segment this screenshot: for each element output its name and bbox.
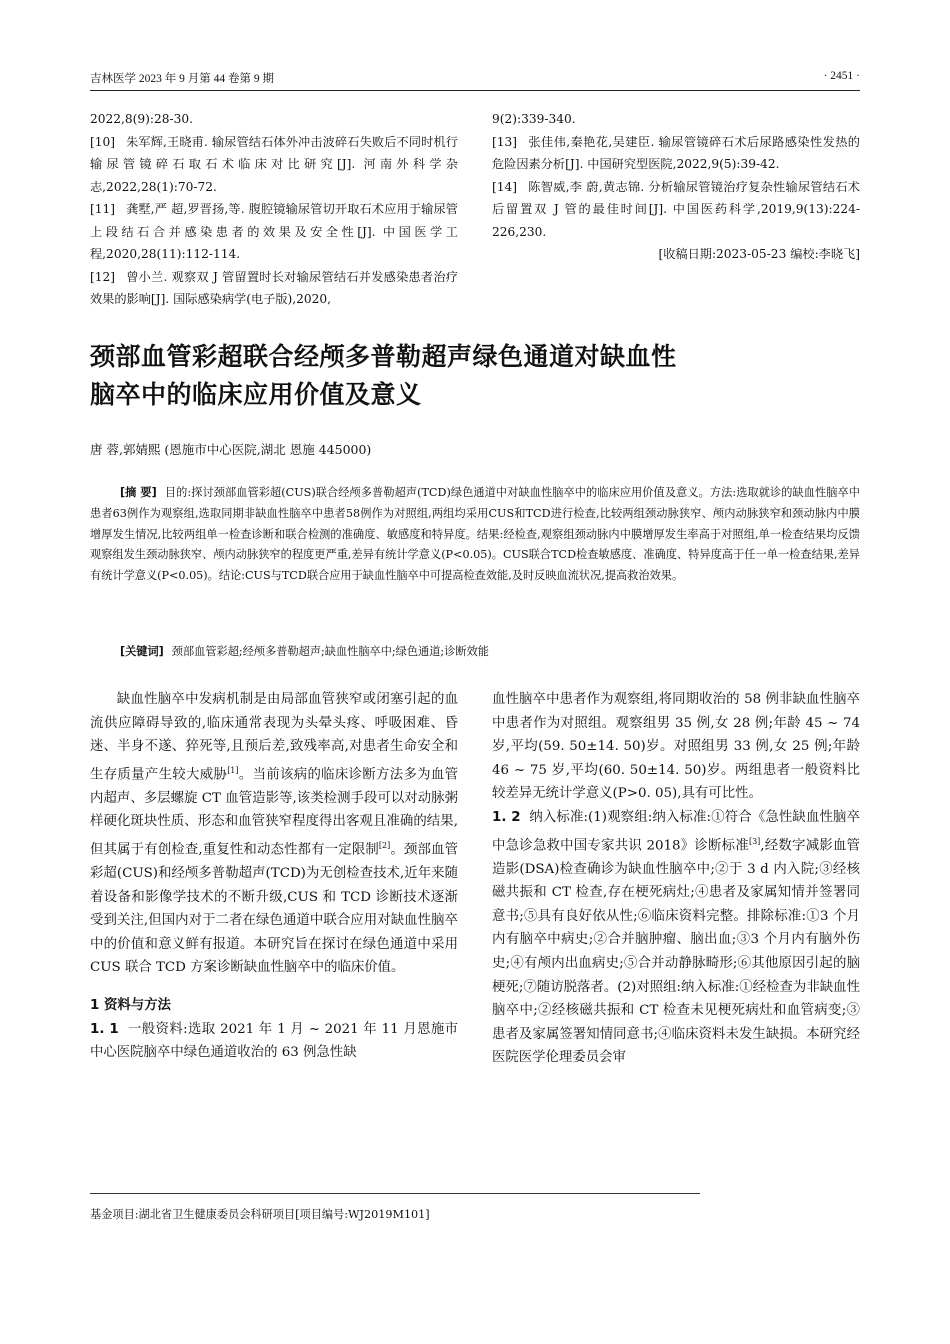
reference-item: 2022,8(9):28-30. bbox=[90, 112, 194, 126]
body-right-column bbox=[492, 688, 860, 1070]
body-left-column bbox=[90, 688, 458, 1065]
references-left-column bbox=[90, 108, 458, 311]
title-line-1: 颈部血管彩超联合经颅多普勒超声绿色通道对缺血性 bbox=[90, 342, 677, 371]
reference-item: [10] 朱军辉,王晓甫. 输尿管结石体外冲击波碎石失败后不同时机行输尿管镜碎石取石术临床对比研究[J]. 河南外科学杂志,2022,28(1):70-72. bbox=[90, 134, 458, 194]
reference-item: [11] 龚墅,严 超,罗晋扬,等. 腹腔镜输尿管切开取石术应用于输尿管上段结石合并感染患者的效果及安全性[J]. 中国医学工程,2020,28(11):112-114. bbox=[90, 202, 458, 261]
authors-affiliation: 唐 蓉,郭婧熙 (恩施市中心医院,湖北 恩施 445000) bbox=[90, 442, 372, 457]
funding-footnote: 基金项目:湖北省卫生健康委员会科研项目[项目编号:WJ2019M101] bbox=[90, 1208, 430, 1221]
article-title bbox=[90, 338, 860, 414]
keywords-label: [关键词] bbox=[120, 645, 164, 658]
intro-paragraph: 缺血性脑卒中发病机制是由局部血管狭窄或闭塞引起的血流供应障碍导致的,临床通常表现为头晕头疼、呼吸困难、昏迷、半身不遂、猝死等,且预后差,致残率高,对患者生命安全和生存质量产生较大威胁[1]。当前该病的临床诊断方法多为血管内超声、多层螺旋 CT 血管造影等,该类检测手段可以对动脉粥样硬化斑块性质、形态和血管狭窄程度得出客观且准确的结果,但其属于有创检查,重复性和动态性都有一定限制[2]。颈部血管彩超(CUS)和经颅多普勒超声(TCD)为无创检查技术,近年来随着设备和影像学技术的不断升级,CUS 和 TCD 诊断技术逐渐受到关注,但国内对于二者在绿色通道中联合应用对缺血性脑卒中的价值和意义鲜有报道。本研究旨在探讨在绿色通道中采用 CUS 联合 TCD 方案诊断缺血性脑卒中的临床价值。 bbox=[90, 692, 459, 976]
received-date: [收稿日期:2023-05-23 编校:李晓飞] bbox=[658, 247, 860, 261]
subsection-paragraph: 1. 1 一般资料:选取 2021 年 1 月 ~ 2021 年 11 月恩施市中心医院脑卒中绿色通道收治的 63 例急性缺 bbox=[90, 1021, 459, 1061]
reference-item: [12] 曾小兰. 观察双 J 管留置时长对输尿管结石并发感染患者治疗效果的影响[J]. 国际感染病学(电子版),2020, bbox=[90, 269, 458, 306]
section-heading: 1 资料与方法 bbox=[90, 998, 171, 1014]
keywords bbox=[90, 642, 860, 662]
subsection-paragraph: 1. 2 纳入标准:(1)观察组:纳入标准:①符合《急性缺血性脑卒中急诊急救中国专家共识 2018》诊断标准[3],经数字减影血管造影(DSA)检查确诊为缺血性脑卒中;②于 3 d 内入院;③经核磁共振和 CT 检查,存在梗死病灶;④患者及家属知情并签署同意书;⑤具有良好依从性;⑥临床资料完整。排除标准:①3 个月内有脑卒中病史;②合并脑肿瘤、脑出血;③3 个月内有脑外伤史;④有颅内出血病史;⑤合并动静脉畸形;⑥其他原因引起的脑梗死;⑦随访脱落者。(2)对照组:纳入标准:①经检查为非缺血性脑卒中;②经核磁共振和 CT 检查未见梗死病灶和血管病变;③患者及家属签署知情同意书;④临床资料未发生缺损。本研究经医院医学伦理委员会审 bbox=[492, 809, 860, 1066]
abstract-label: [摘 要] bbox=[120, 486, 157, 499]
footnote-divider bbox=[90, 1193, 700, 1194]
citation: [2] bbox=[378, 841, 391, 851]
citation: [1] bbox=[227, 765, 239, 775]
title-line-2: 脑卒中的临床应用价值及意义 bbox=[90, 380, 422, 409]
subsection-number: 1. 1 bbox=[90, 1021, 119, 1037]
citation: [3] bbox=[748, 836, 761, 846]
header-divider bbox=[90, 90, 860, 91]
reference-item: [14] 陈智威,李 蔚,黄志锦. 分析输尿管镜治疗复杂性输尿管结石术后留置双 J 管的最佳时间[J]. 中国医药科学,2019,9(13):224-226,230. bbox=[492, 179, 860, 239]
subsection-number: 1. 2 bbox=[492, 809, 521, 825]
keywords-text: 颈部血管彩超;经颅多普勒超声;缺血性脑卒中;绿色通道;诊断效能 bbox=[171, 645, 489, 658]
references-right-column bbox=[492, 108, 860, 266]
abstract bbox=[90, 483, 860, 587]
abstract-text: 目的:探讨颈部血管彩超(CUS)联合经颅多普勒超声(TCD)绿色通道中对缺血性脑卒中的临床应用价值及意义。方法:选取就诊的缺血性脑卒中患者63例作为观察组,选取同期非缺血性脑卒中患者58例作为对照组,两组均采用CUS和TCD进行检查,比较两组颈动脉狭窄、颅内动脉狭窄和颈动脉内中膜增厚发生情况,比较两组单一检查诊断和联合检测的准确度、敏感度和特异度。结果:经检查,观察组颈动脉内中膜增厚发生率高于对照组,单一检查结果均反馈观察组发生颈动脉狭窄、颅内动脉狭窄的程度更严重,差异有统计学意义(P<0.05)。CUS联合TCD检查敏感度、准确度、特异度高于任一单一检查结果,差异有统计学意义(P<0.05)。结论:CUS与TCD联合应用于缺血性脑卒中可提高检查效能,及时反映血流状况,提高救治效果。 bbox=[90, 486, 860, 583]
journal-header: 吉林医学 2023 年 9 月第 44 卷第 9 期 bbox=[90, 73, 274, 85]
body-paragraph: 血性脑卒中患者作为观察组,将同期收治的 58 例非缺血性脑卒中患者作为对照组。观察组男 35 例,女 28 例;年龄 45 ~ 74 岁,平均(59. 50±14. 50)岁。对照组男 33 例,女 25 例;年龄 46 ~ 75 岁,平均(60. 50±14. 50)岁。两组患者一般资料比较差异无统计学意义(P>0. 05),具有可比性。 bbox=[492, 692, 860, 802]
reference-item: 9(2):339-340. bbox=[492, 112, 576, 126]
page-number: · 2451 · bbox=[823, 70, 860, 82]
reference-item: [13] 张佳伟,秦艳花,吴建臣. 输尿管镜碎石术后尿路感染性发热的危险因素分析[J]. 中国研究型医院,2022,9(5):39-42. bbox=[492, 134, 860, 171]
